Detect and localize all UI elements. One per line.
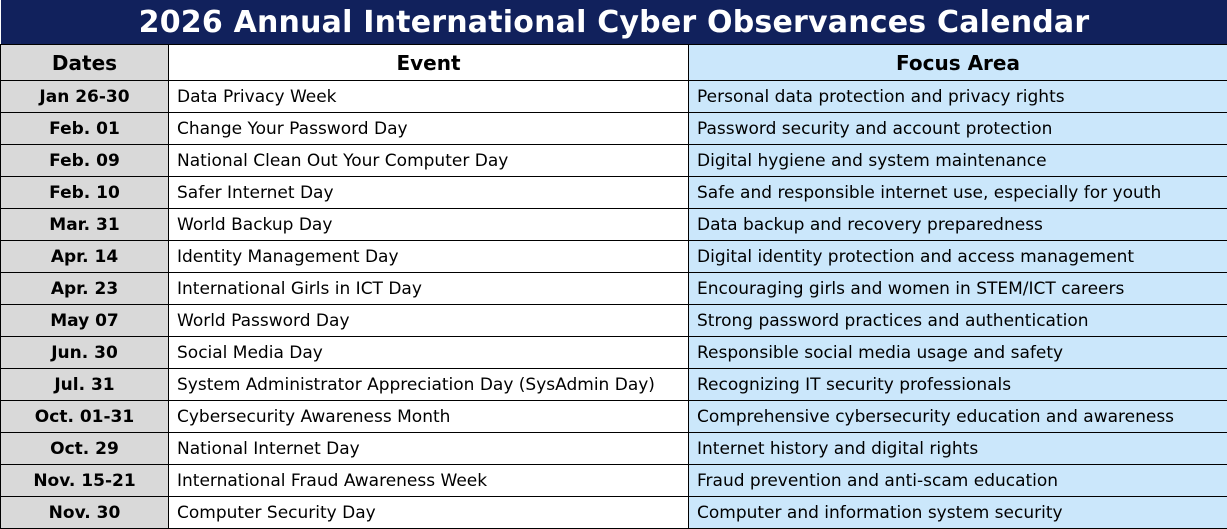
table-row bbox=[1, 81, 1227, 113]
table-body bbox=[1, 0, 1227, 529]
cell-focus-area: Fraud prevention and anti-scam education bbox=[689, 465, 1227, 497]
cell-event: Social Media Day bbox=[169, 337, 689, 369]
cell-event: Cybersecurity Awareness Month bbox=[169, 401, 689, 433]
cell-event: World Backup Day bbox=[169, 209, 689, 241]
cell-dates: Oct. 29 bbox=[1, 433, 169, 465]
page-title: 2026 Annual International Cyber Observances Calendar bbox=[1, 0, 1227, 45]
cell-dates: Apr. 23 bbox=[1, 273, 169, 305]
cell-event: International Girls in ICT Day bbox=[169, 273, 689, 305]
cell-event: Computer Security Day bbox=[169, 497, 689, 529]
table-row bbox=[1, 369, 1227, 401]
cell-focus-area: Responsible social media usage and safety bbox=[689, 337, 1227, 369]
cell-focus-area: Digital identity protection and access management bbox=[689, 241, 1227, 273]
cell-event: Data Privacy Week bbox=[169, 81, 689, 113]
table-row bbox=[1, 241, 1227, 273]
column-header-focus-area: Focus Area bbox=[689, 45, 1227, 81]
cell-dates: Jan 26-30 bbox=[1, 81, 169, 113]
cell-event: Change Your Password Day bbox=[169, 113, 689, 145]
table-row bbox=[1, 337, 1227, 369]
column-header-row bbox=[1, 45, 1227, 81]
table-row bbox=[1, 177, 1227, 209]
cell-dates: Nov. 30 bbox=[1, 497, 169, 529]
table-row bbox=[1, 401, 1227, 433]
cell-dates: Feb. 09 bbox=[1, 145, 169, 177]
cell-focus-area: Data backup and recovery preparedness bbox=[689, 209, 1227, 241]
cell-event: Identity Management Day bbox=[169, 241, 689, 273]
cell-focus-area: Computer and information system security bbox=[689, 497, 1227, 529]
cell-event: National Clean Out Your Computer Day bbox=[169, 145, 689, 177]
cell-event: World Password Day bbox=[169, 305, 689, 337]
cell-event: International Fraud Awareness Week bbox=[169, 465, 689, 497]
cell-event: National Internet Day bbox=[169, 433, 689, 465]
title-row bbox=[1, 0, 1227, 45]
cell-dates: Apr. 14 bbox=[1, 241, 169, 273]
cell-dates: Feb. 10 bbox=[1, 177, 169, 209]
cell-dates: Feb. 01 bbox=[1, 113, 169, 145]
cell-dates: Mar. 31 bbox=[1, 209, 169, 241]
cell-dates: May 07 bbox=[1, 305, 169, 337]
cell-focus-area: Personal data protection and privacy rights bbox=[689, 81, 1227, 113]
table-row bbox=[1, 273, 1227, 305]
table-row bbox=[1, 113, 1227, 145]
cell-focus-area: Encouraging girls and women in STEM/ICT careers bbox=[689, 273, 1227, 305]
cell-dates: Jul. 31 bbox=[1, 369, 169, 401]
cell-event: Safer Internet Day bbox=[169, 177, 689, 209]
column-header-dates: Dates bbox=[1, 45, 169, 81]
table-row bbox=[1, 145, 1227, 177]
cell-focus-area: Internet history and digital rights bbox=[689, 433, 1227, 465]
cell-focus-area: Safe and responsible internet use, especially for youth bbox=[689, 177, 1227, 209]
table-row bbox=[1, 465, 1227, 497]
cell-dates: Nov. 15-21 bbox=[1, 465, 169, 497]
cell-focus-area: Strong password practices and authentication bbox=[689, 305, 1227, 337]
cell-focus-area: Digital hygiene and system maintenance bbox=[689, 145, 1227, 177]
table-row bbox=[1, 305, 1227, 337]
table-row bbox=[1, 209, 1227, 241]
cell-focus-area: Comprehensive cybersecurity education and awareness bbox=[689, 401, 1227, 433]
cell-focus-area: Recognizing IT security professionals bbox=[689, 369, 1227, 401]
table-row bbox=[1, 497, 1227, 529]
column-header-event: Event bbox=[169, 45, 689, 81]
cell-event: System Administrator Appreciation Day (SysAdmin Day) bbox=[169, 369, 689, 401]
table-row bbox=[1, 433, 1227, 465]
cell-focus-area: Password security and account protection bbox=[689, 113, 1227, 145]
cell-dates: Oct. 01-31 bbox=[1, 401, 169, 433]
cell-dates: Jun. 30 bbox=[1, 337, 169, 369]
